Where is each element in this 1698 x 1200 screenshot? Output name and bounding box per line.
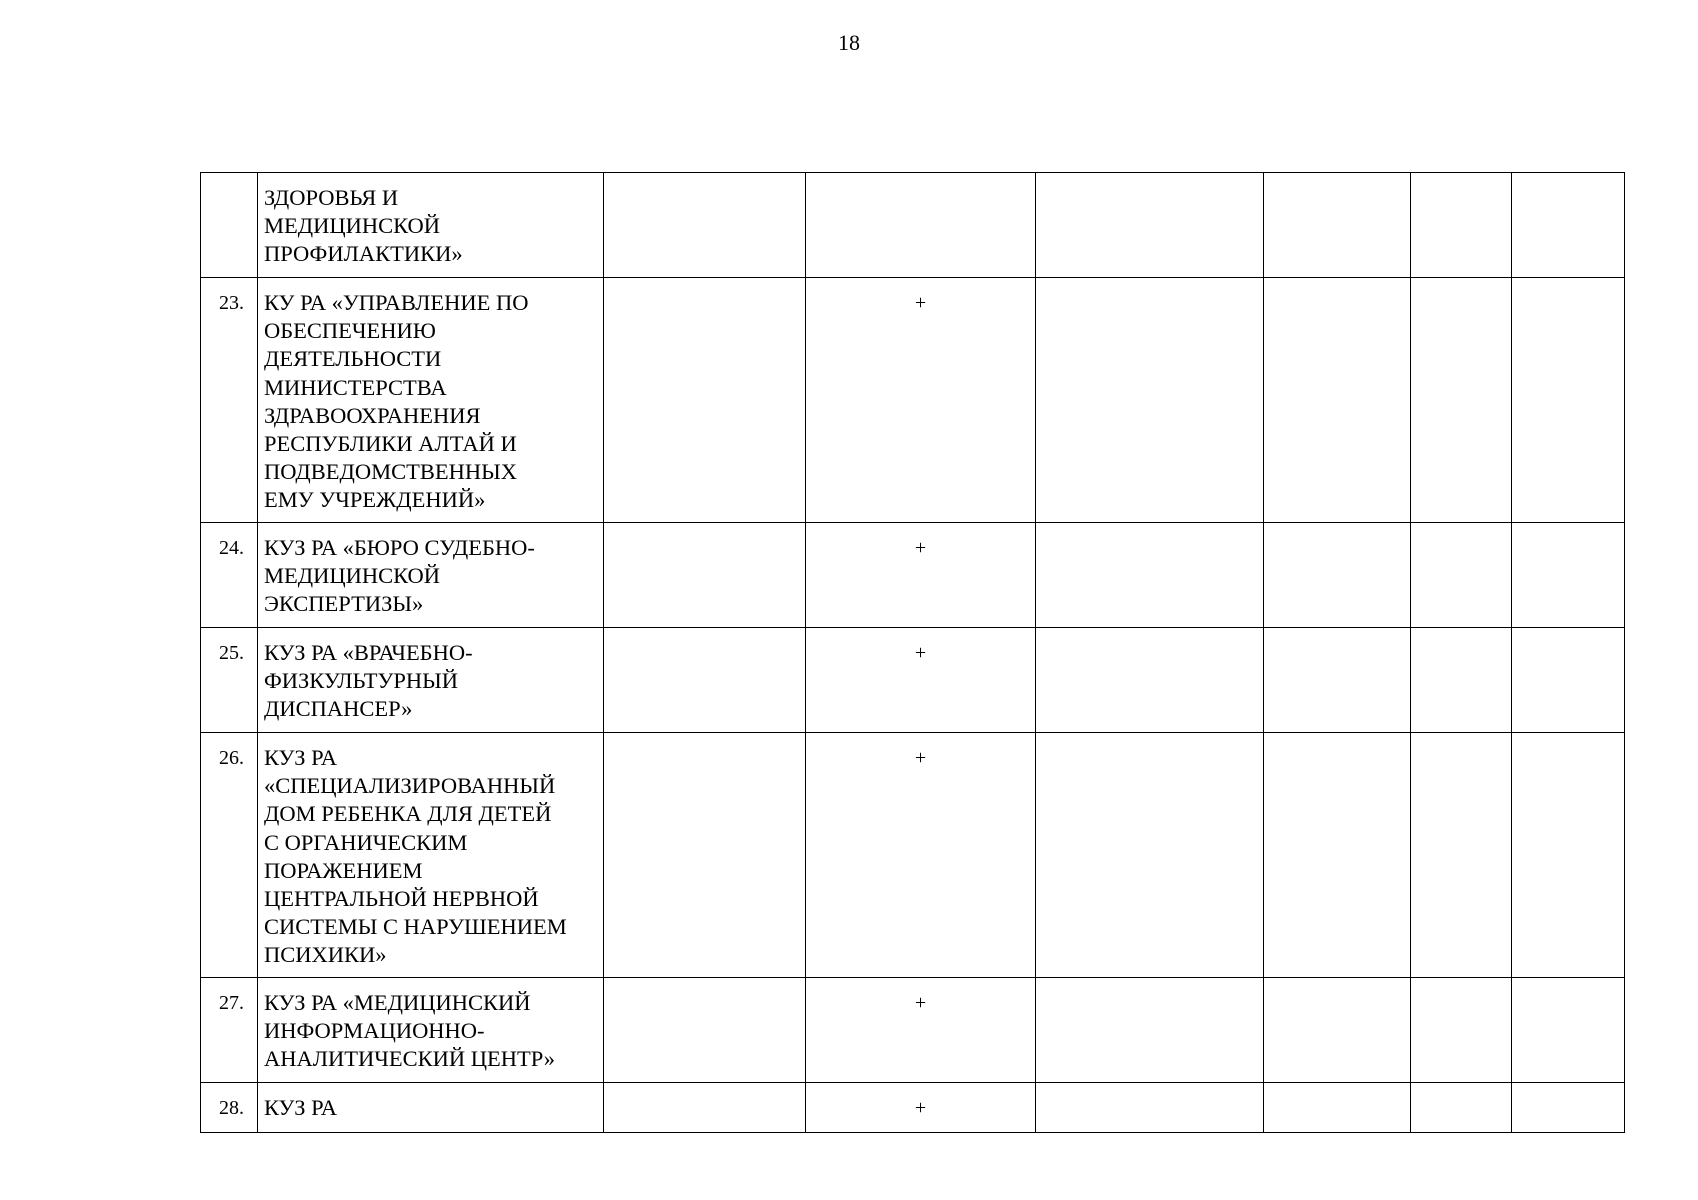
empty-cell (1036, 978, 1264, 1083)
table-row (201, 1083, 1625, 1133)
institution-name-line: ДОМ РЕБЕНКА ДЛЯ ДЕТЕЙ (264, 801, 552, 827)
institution-name-line: ПОДВЕДОМСТВЕННЫХ (264, 459, 517, 485)
institution-name-line: ДЕЯТЕЛЬНОСТИ (264, 346, 442, 372)
institution-name-line: ИНФОРМАЦИОННО- (264, 1018, 485, 1044)
institution-name-line: ЗДОРОВЬЯ И (264, 185, 399, 210)
empty-cell (1512, 1083, 1625, 1133)
empty-cell (1411, 173, 1512, 278)
empty-cell (1411, 733, 1512, 978)
table-row (201, 278, 1625, 523)
empty-cell (1036, 278, 1264, 523)
institution-name-cell (258, 628, 604, 733)
institution-name-cell (258, 173, 604, 278)
empty-cell (604, 733, 806, 978)
empty-cell (1264, 978, 1411, 1083)
institution-name-line: ФИЗКУЛЬТУРНЫЙ (264, 668, 459, 694)
institution-name-line: ПСИХИКИ» (264, 942, 387, 968)
institution-name-line: КУ РА «УПРАВЛЕНИЕ ПО (264, 290, 529, 315)
institution-name-line: КУЗ РА «БЮРО СУДЕБНО- (264, 535, 535, 560)
institution-name-line: ЗДРАВООХРАНЕНИЯ (264, 402, 481, 428)
empty-cell (1411, 1083, 1512, 1133)
empty-cell (1512, 978, 1625, 1083)
empty-cell (604, 628, 806, 733)
institution-name-line: ДИСПАНСЕР» (264, 696, 413, 722)
institution-name-line: МЕДИЦИНСКОЙ (264, 563, 441, 589)
institution-name-line: СИСТЕМЫ С НАРУШЕНИЕМ (264, 914, 567, 940)
plus-mark-cell: + (806, 978, 1036, 1083)
table-row (201, 173, 1625, 278)
empty-cell (604, 1083, 806, 1133)
row-number-cell: 25. (201, 628, 258, 733)
institutions-table (200, 172, 1625, 1133)
row-number-cell: 26. (201, 733, 258, 978)
empty-cell (1512, 733, 1625, 978)
table-row (201, 978, 1625, 1083)
institution-name-cell (258, 978, 604, 1083)
institution-name-line: ЭКСПЕРТИЗЫ» (264, 591, 424, 617)
row-number-cell (201, 173, 258, 278)
empty-cell (604, 523, 806, 628)
institution-name-line: КУЗ РА «МЕДИЦИНСКИЙ (264, 990, 531, 1015)
empty-cell (1264, 733, 1411, 978)
institution-name-line: МЕДИЦИНСКОЙ (264, 213, 441, 239)
institution-name-cell (258, 733, 604, 978)
table-row (201, 733, 1625, 978)
empty-cell (1411, 278, 1512, 523)
institution-name-line: ЦЕНТРАЛЬНОЙ НЕРВНОЙ (264, 886, 539, 912)
institution-name-line: КУЗ РА (264, 745, 337, 770)
empty-cell (1512, 523, 1625, 628)
row-number-cell: 24. (201, 523, 258, 628)
empty-cell (1411, 523, 1512, 628)
empty-cell (1512, 628, 1625, 733)
empty-cell (1036, 733, 1264, 978)
plus-mark-cell (806, 173, 1036, 278)
empty-cell (1264, 173, 1411, 278)
empty-cell (1512, 278, 1625, 523)
institution-name-cell (258, 1083, 604, 1133)
institution-name-line: ПРОФИЛАКТИКИ» (264, 241, 463, 267)
empty-cell (1264, 628, 1411, 733)
row-number-cell: 27. (201, 978, 258, 1083)
institution-name-line: ПОРАЖЕНИЕМ (264, 857, 423, 883)
row-number-cell: 28. (201, 1083, 258, 1133)
empty-cell (1036, 628, 1264, 733)
page-number: 18 (838, 30, 860, 55)
institution-name-line: КУЗ РА «ВРАЧЕБНО- (264, 640, 473, 665)
institution-name-line: КУЗ РА (264, 1095, 337, 1120)
institution-name-line: АНАЛИТИЧЕСКИЙ ЦЕНТР» (264, 1046, 556, 1072)
institution-name-line: ОБЕСПЕЧЕНИЮ (264, 318, 436, 344)
plus-mark-cell: + (806, 733, 1036, 978)
institution-name-line: «СПЕЦИАЛИЗИРОВАННЫЙ (264, 773, 556, 799)
institution-name-cell (258, 523, 604, 628)
empty-cell (1036, 523, 1264, 628)
row-number-cell: 23. (201, 278, 258, 523)
institution-name-line: С ОРГАНИЧЕСКИМ (264, 829, 468, 855)
plus-mark-cell: + (806, 628, 1036, 733)
institution-name-line: РЕСПУБЛИКИ АЛТАЙ И (264, 431, 517, 457)
empty-cell (1264, 1083, 1411, 1133)
empty-cell (1264, 278, 1411, 523)
empty-cell (1512, 173, 1625, 278)
empty-cell (604, 978, 806, 1083)
plus-mark-cell: + (806, 1083, 1036, 1133)
table-row (201, 628, 1625, 733)
empty-cell (604, 278, 806, 523)
institution-name-line: ЕМУ УЧРЕЖДЕНИЙ» (264, 487, 486, 513)
empty-cell (604, 173, 806, 278)
institution-name-cell (258, 278, 604, 523)
institution-name-line: МИНИСТЕРСТВА (264, 374, 447, 400)
plus-mark-cell: + (806, 278, 1036, 523)
empty-cell (1411, 978, 1512, 1083)
plus-mark-cell: + (806, 523, 1036, 628)
empty-cell (1036, 173, 1264, 278)
empty-cell (1264, 523, 1411, 628)
empty-cell (1411, 628, 1512, 733)
table-body (201, 173, 1625, 1133)
empty-cell (1036, 1083, 1264, 1133)
table-row (201, 523, 1625, 628)
